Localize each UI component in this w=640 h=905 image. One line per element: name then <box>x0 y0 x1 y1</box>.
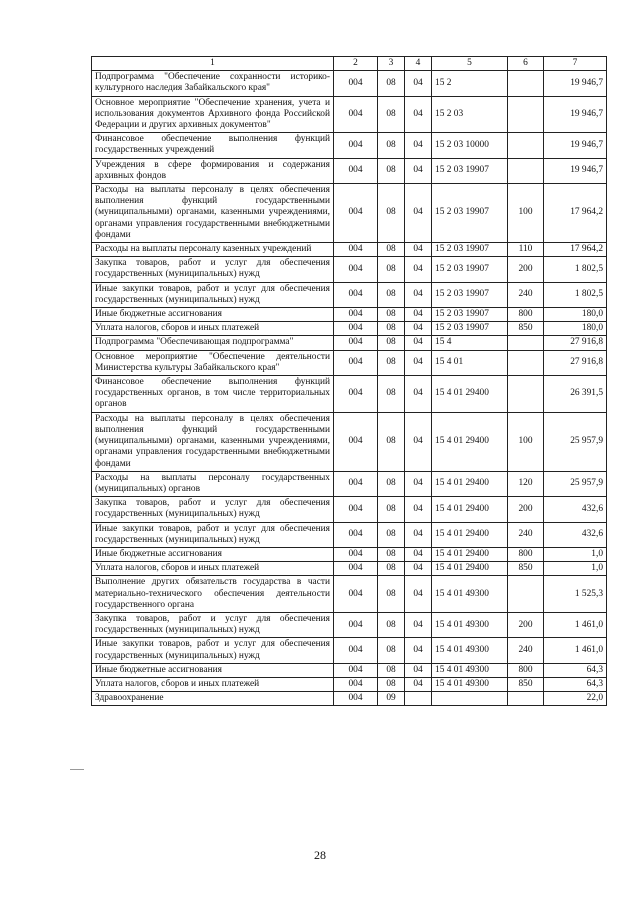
row-section-code: 08 <box>378 243 405 257</box>
table-row <box>92 71 607 96</box>
row-section-code: 08 <box>378 282 405 307</box>
row-expense-type: 850 <box>508 322 544 336</box>
row-amount: 19 946,7 <box>544 133 607 158</box>
row-expense-type: 100 <box>508 184 544 243</box>
row-expense-type: 200 <box>508 257 544 282</box>
row-name: Закупка товаров, работ и услуг для обеспечения государственных (муниципальных) нужд <box>92 497 334 522</box>
row-name: Учреждения в сфере формирования и содержания архивных фондов <box>92 158 334 183</box>
row-target-code: 15 4 01 49300 <box>432 612 508 637</box>
row-subsection-code: 04 <box>405 184 432 243</box>
row-amount: 180,0 <box>544 322 607 336</box>
row-expense-type: 850 <box>508 562 544 576</box>
row-expense-type: 850 <box>508 677 544 691</box>
table-row <box>92 336 607 350</box>
row-target-code: 15 2 03 19907 <box>432 243 508 257</box>
row-expense-type <box>508 336 544 350</box>
row-expense-type: 200 <box>508 612 544 637</box>
row-ministry-code: 004 <box>334 350 378 375</box>
table-row <box>92 282 607 307</box>
row-ministry-code: 004 <box>334 184 378 243</box>
table-row <box>92 471 607 496</box>
table-row <box>92 663 607 677</box>
row-ministry-code: 004 <box>334 322 378 336</box>
row-name: Иные бюджетные ассигнования <box>92 663 334 677</box>
row-target-code: 15 2 03 19907 <box>432 308 508 322</box>
row-section-code: 08 <box>378 336 405 350</box>
row-section-code: 08 <box>378 497 405 522</box>
row-target-code <box>432 692 508 706</box>
table-row <box>92 308 607 322</box>
row-amount: 64,3 <box>544 663 607 677</box>
row-name: Закупка товаров, работ и услуг для обеспечения государственных (муниципальных) нужд <box>92 257 334 282</box>
row-target-code: 15 4 <box>432 336 508 350</box>
row-ministry-code: 004 <box>334 547 378 561</box>
row-expense-type <box>508 692 544 706</box>
col-header-6: 6 <box>508 57 544 71</box>
row-subsection-code: 04 <box>405 308 432 322</box>
row-name: Иные бюджетные ассигнования <box>92 547 334 561</box>
row-ministry-code: 004 <box>334 71 378 96</box>
row-target-code: 15 2 03 19907 <box>432 158 508 183</box>
row-subsection-code: 04 <box>405 522 432 547</box>
row-amount: 19 946,7 <box>544 96 607 133</box>
row-section-code: 08 <box>378 322 405 336</box>
row-expense-type <box>508 96 544 133</box>
row-amount: 19 946,7 <box>544 158 607 183</box>
row-amount: 1 802,5 <box>544 282 607 307</box>
row-subsection-code: 04 <box>405 576 432 613</box>
row-subsection-code: 04 <box>405 96 432 133</box>
row-section-code: 08 <box>378 350 405 375</box>
row-expense-type: 800 <box>508 547 544 561</box>
row-subsection-code: 04 <box>405 282 432 307</box>
row-target-code: 15 4 01 29400 <box>432 562 508 576</box>
row-section-code: 08 <box>378 257 405 282</box>
row-subsection-code: 04 <box>405 412 432 471</box>
row-section-code: 08 <box>378 96 405 133</box>
row-name: Уплата налогов, сборов и иных платежей <box>92 562 334 576</box>
row-ministry-code: 004 <box>334 522 378 547</box>
row-amount: 1 525,3 <box>544 576 607 613</box>
table-row <box>92 547 607 561</box>
table-row <box>92 692 607 706</box>
row-expense-type: 100 <box>508 412 544 471</box>
row-amount: 1 802,5 <box>544 257 607 282</box>
row-subsection-code: 04 <box>405 158 432 183</box>
table-row <box>92 638 607 663</box>
table-row <box>92 576 607 613</box>
row-amount: 19 946,7 <box>544 71 607 96</box>
row-ministry-code: 004 <box>334 282 378 307</box>
row-subsection-code: 04 <box>405 547 432 561</box>
row-ministry-code: 004 <box>334 562 378 576</box>
table-row <box>92 96 607 133</box>
row-amount: 26 391,5 <box>544 376 607 413</box>
row-subsection-code: 04 <box>405 350 432 375</box>
row-expense-type: 800 <box>508 308 544 322</box>
row-name: Здравоохранение <box>92 692 334 706</box>
row-ministry-code: 004 <box>334 336 378 350</box>
row-expense-type <box>508 576 544 613</box>
row-section-code: 08 <box>378 184 405 243</box>
row-target-code: 15 4 01 <box>432 350 508 375</box>
row-amount: 432,6 <box>544 497 607 522</box>
col-header-2: 2 <box>334 57 378 71</box>
row-name: Закупка товаров, работ и услуг для обеспечения государственных (муниципальных) нужд <box>92 612 334 637</box>
row-ministry-code: 004 <box>334 158 378 183</box>
row-subsection-code <box>405 692 432 706</box>
row-subsection-code: 04 <box>405 336 432 350</box>
table-row <box>92 562 607 576</box>
col-header-5: 5 <box>432 57 508 71</box>
row-section-code: 08 <box>378 158 405 183</box>
row-subsection-code: 04 <box>405 322 432 336</box>
table-row <box>92 257 607 282</box>
row-amount: 1,0 <box>544 547 607 561</box>
row-section-code: 08 <box>378 562 405 576</box>
row-target-code: 15 2 03 19907 <box>432 257 508 282</box>
row-expense-type: 240 <box>508 638 544 663</box>
row-name: Расходы на выплаты персоналу в целях обеспечения выполнения функций государственными (муниципальными) органами, казенными учреждениями, органами управления государственными внебюджетными фондами <box>92 412 334 471</box>
row-name: Уплата налогов, сборов и иных платежей <box>92 677 334 691</box>
header-row <box>92 57 607 71</box>
row-expense-type: 240 <box>508 522 544 547</box>
row-expense-type: 110 <box>508 243 544 257</box>
row-amount: 64,3 <box>544 677 607 691</box>
row-subsection-code: 04 <box>405 497 432 522</box>
row-section-code: 08 <box>378 677 405 691</box>
row-ministry-code: 004 <box>334 257 378 282</box>
row-section-code: 08 <box>378 471 405 496</box>
row-expense-type <box>508 71 544 96</box>
row-amount: 180,0 <box>544 308 607 322</box>
row-expense-type <box>508 376 544 413</box>
row-section-code: 08 <box>378 547 405 561</box>
row-subsection-code: 04 <box>405 612 432 637</box>
row-ministry-code: 004 <box>334 663 378 677</box>
col-header-1: 1 <box>92 57 334 71</box>
margin-mark <box>70 769 84 770</box>
row-expense-type: 800 <box>508 663 544 677</box>
row-target-code: 15 2 03 19907 <box>432 322 508 336</box>
row-name: Иные закупки товаров, работ и услуг для обеспечения государственных (муниципальных) нужд <box>92 638 334 663</box>
row-expense-type: 120 <box>508 471 544 496</box>
row-target-code: 15 4 01 49300 <box>432 638 508 663</box>
row-subsection-code: 04 <box>405 663 432 677</box>
row-name: Финансовое обеспечение выполнения функций государственных учреждений <box>92 133 334 158</box>
row-subsection-code: 04 <box>405 376 432 413</box>
row-section-code: 08 <box>378 663 405 677</box>
table-row <box>92 322 607 336</box>
row-name: Уплата налогов, сборов и иных платежей <box>92 322 334 336</box>
row-expense-type <box>508 350 544 375</box>
row-target-code: 15 2 03 19907 <box>432 184 508 243</box>
row-ministry-code: 004 <box>334 612 378 637</box>
row-target-code: 15 2 03 19907 <box>432 282 508 307</box>
row-target-code: 15 4 01 29400 <box>432 376 508 413</box>
row-section-code: 08 <box>378 576 405 613</box>
row-amount: 1,0 <box>544 562 607 576</box>
col-header-7: 7 <box>544 57 607 71</box>
table-row <box>92 133 607 158</box>
row-ministry-code: 004 <box>334 576 378 613</box>
budget-table <box>91 56 607 706</box>
row-name: Расходы на выплаты персоналу казенных учреждений <box>92 243 334 257</box>
row-name: Расходы на выплаты персоналу в целях обеспечения выполнения функций государственными (муниципальными) органами, казенными учреждениями, органами управления государственными внебюджетными фондами <box>92 184 334 243</box>
row-amount: 17 964,2 <box>544 243 607 257</box>
row-ministry-code: 004 <box>334 133 378 158</box>
row-section-code: 08 <box>378 412 405 471</box>
table-row <box>92 376 607 413</box>
row-section-code: 08 <box>378 71 405 96</box>
row-expense-type <box>508 133 544 158</box>
row-ministry-code: 004 <box>334 471 378 496</box>
row-ministry-code: 004 <box>334 692 378 706</box>
row-ministry-code: 004 <box>334 497 378 522</box>
row-subsection-code: 04 <box>405 677 432 691</box>
row-ministry-code: 004 <box>334 376 378 413</box>
table-row <box>92 243 607 257</box>
row-name: Подпрограмма "Обеспечение сохранности историко-культурного наследия Забайкальского края" <box>92 71 334 96</box>
row-section-code: 08 <box>378 612 405 637</box>
row-subsection-code: 04 <box>405 471 432 496</box>
row-ministry-code: 004 <box>334 638 378 663</box>
row-target-code: 15 4 01 49300 <box>432 677 508 691</box>
row-target-code: 15 2 03 <box>432 96 508 133</box>
row-expense-type: 240 <box>508 282 544 307</box>
row-subsection-code: 04 <box>405 243 432 257</box>
row-ministry-code: 004 <box>334 412 378 471</box>
row-target-code: 15 4 01 49300 <box>432 663 508 677</box>
row-amount: 17 964,2 <box>544 184 607 243</box>
table-row <box>92 184 607 243</box>
table-row <box>92 412 607 471</box>
row-name: Иные закупки товаров, работ и услуг для обеспечения государственных (муниципальных) нужд <box>92 522 334 547</box>
row-target-code: 15 4 01 49300 <box>432 576 508 613</box>
table-row <box>92 158 607 183</box>
row-ministry-code: 004 <box>334 677 378 691</box>
row-ministry-code: 004 <box>334 96 378 133</box>
col-header-3: 3 <box>378 57 405 71</box>
row-section-code: 08 <box>378 522 405 547</box>
row-target-code: 15 4 01 29400 <box>432 497 508 522</box>
row-expense-type: 200 <box>508 497 544 522</box>
row-target-code: 15 4 01 29400 <box>432 522 508 547</box>
row-amount: 22,0 <box>544 692 607 706</box>
row-section-code: 09 <box>378 692 405 706</box>
row-section-code: 08 <box>378 638 405 663</box>
row-name: Основное мероприятие "Обеспечение хранения, учета и использования документов Архивного фонда Российской Федерации и других архивных документов" <box>92 96 334 133</box>
page-number: 28 <box>314 848 326 862</box>
row-amount: 27 916,8 <box>544 336 607 350</box>
row-section-code: 08 <box>378 133 405 158</box>
row-subsection-code: 04 <box>405 638 432 663</box>
row-ministry-code: 004 <box>334 243 378 257</box>
row-name: Иные закупки товаров, работ и услуг для обеспечения государственных (муниципальных) нужд <box>92 282 334 307</box>
row-name: Выполнение других обязательств государства в части материально-технического обеспечения деятельности государственного органа <box>92 576 334 613</box>
row-amount: 27 916,8 <box>544 350 607 375</box>
row-target-code: 15 4 01 29400 <box>432 471 508 496</box>
col-header-4: 4 <box>405 57 432 71</box>
row-target-code: 15 4 01 29400 <box>432 547 508 561</box>
table-row <box>92 677 607 691</box>
row-amount: 25 957,9 <box>544 412 607 471</box>
row-target-code: 15 2 03 10000 <box>432 133 508 158</box>
row-section-code: 08 <box>378 308 405 322</box>
table-row <box>92 350 607 375</box>
row-name: Расходы на выплаты персоналу государственных (муниципальных) органов <box>92 471 334 496</box>
row-name: Основное мероприятие "Обеспечение деятельности Министерства культуры Забайкальского края" <box>92 350 334 375</box>
table-row <box>92 522 607 547</box>
row-expense-type <box>508 158 544 183</box>
row-subsection-code: 04 <box>405 257 432 282</box>
row-amount: 432,6 <box>544 522 607 547</box>
row-target-code: 15 4 01 29400 <box>432 412 508 471</box>
row-subsection-code: 04 <box>405 562 432 576</box>
row-amount: 1 461,0 <box>544 612 607 637</box>
row-name: Финансовое обеспечение выполнения функций государственных органов, в том числе территориальных органов <box>92 376 334 413</box>
table-body <box>92 71 607 706</box>
row-name: Иные бюджетные ассигнования <box>92 308 334 322</box>
row-subsection-code: 04 <box>405 133 432 158</box>
row-amount: 1 461,0 <box>544 638 607 663</box>
row-target-code: 15 2 <box>432 71 508 96</box>
row-subsection-code: 04 <box>405 71 432 96</box>
table-row <box>92 497 607 522</box>
row-name: Подпрограмма "Обеспечивающая подпрограмма" <box>92 336 334 350</box>
row-amount: 25 957,9 <box>544 471 607 496</box>
row-ministry-code: 004 <box>334 308 378 322</box>
row-section-code: 08 <box>378 376 405 413</box>
table-row <box>92 612 607 637</box>
